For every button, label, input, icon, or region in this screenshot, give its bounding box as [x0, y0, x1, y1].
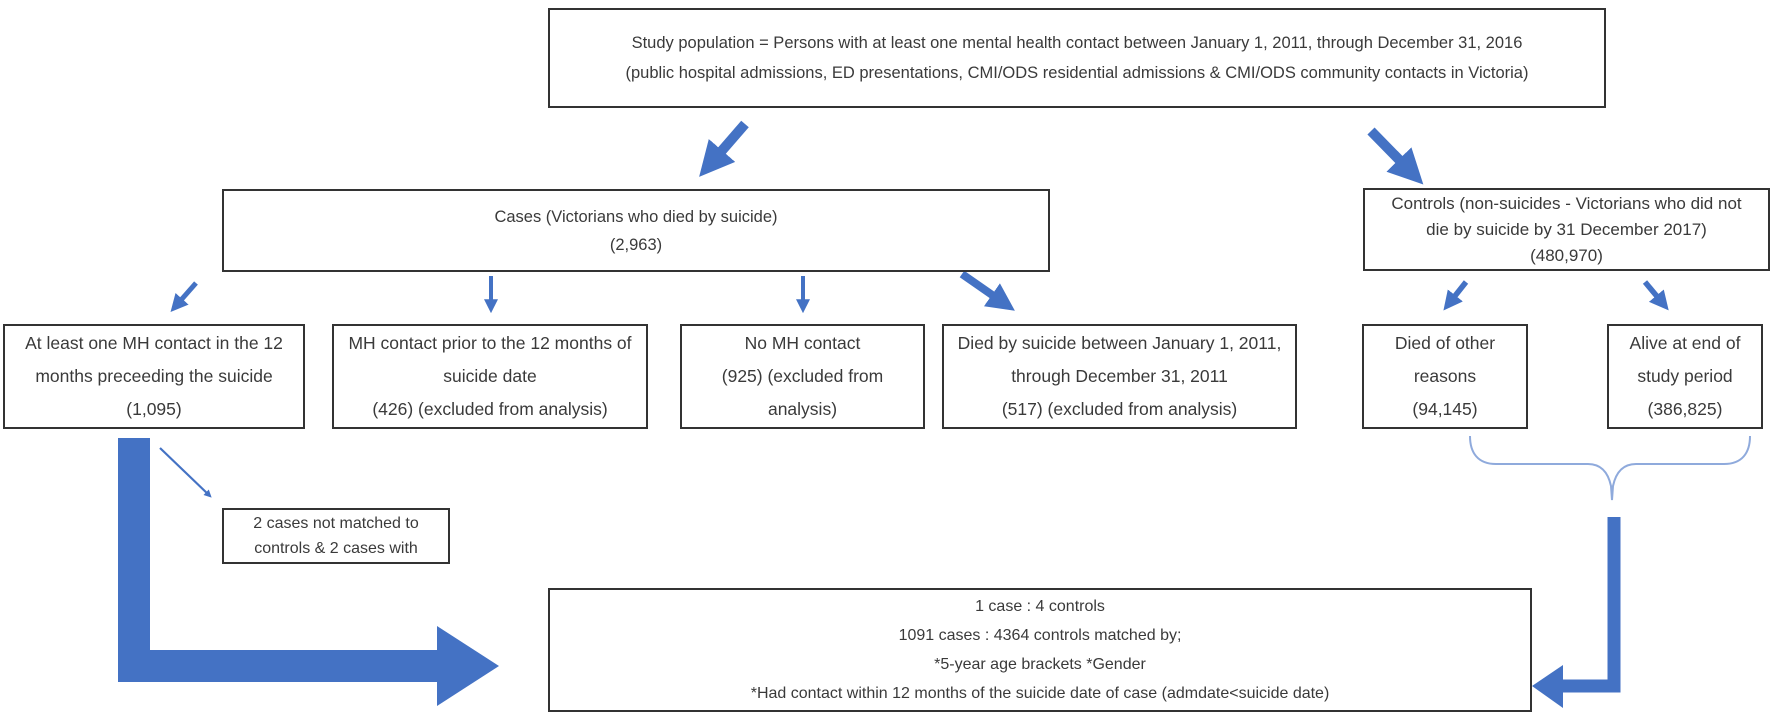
mh-contact-prior-box: [332, 324, 648, 429]
box-line: Died by suicide between January 1, 2011,: [957, 333, 1282, 353]
box-line: (1,095): [126, 399, 182, 419]
box-line: (2,963): [609, 235, 663, 254]
box-line: (94,145): [1412, 399, 1478, 419]
box-line: (public hospital admissions, ED presentations, CMI/ODS residential admissions & CMI/ODS community contacts in Victoria): [625, 64, 1529, 82]
box-line: (426) (excluded from analysis): [372, 399, 608, 419]
box-line: *Had contact within 12 months of the suicide date of case (admdate<suicide date): [750, 685, 1330, 702]
box-line: controls & 2 cases with: [254, 540, 418, 557]
arrow-cases-to-mh12: [174, 283, 196, 308]
box-line: Died of other: [1394, 333, 1496, 353]
unmatched-cases-box: [222, 508, 450, 564]
arrow-study-to-controls: [1371, 131, 1416, 177]
box-line: 1091 cases : 4364 controls matched by;: [898, 627, 1182, 644]
box-line: die by suicide by 31 December 2017): [1426, 219, 1707, 239]
box-line: No MH contact: [744, 333, 861, 353]
box-line: analysis): [767, 399, 838, 419]
arrow-mh12-to-unmatched: [160, 448, 210, 496]
box-line: Alive at end of: [1629, 333, 1741, 353]
died-by-suicide-2011-box: [942, 324, 1297, 429]
no-mh-contact-box: [680, 324, 925, 429]
arrow-controls-to-diedother: [1447, 282, 1466, 306]
box-line: study period: [1637, 366, 1733, 386]
box-line: (925) (excluded from: [721, 366, 884, 386]
arrow-study-to-cases: [706, 124, 745, 169]
arrow-controls-to-alive: [1645, 282, 1665, 306]
box-line: At least one MH contact in the 12: [25, 333, 283, 353]
box-line: reasons: [1413, 366, 1477, 386]
box-line: suicide date: [443, 366, 537, 386]
controls-box: [1363, 188, 1770, 271]
arrow-mh12-to-matching: [134, 438, 499, 706]
alive-end-of-study-box: [1607, 324, 1763, 429]
box-line: months preceeding the suicide: [35, 366, 273, 386]
box-line: 1 case : 4 controls: [975, 598, 1105, 615]
mh-contact-12mo-box: [3, 324, 305, 429]
box-line: (517) (excluded from analysis): [1001, 399, 1238, 419]
matching-criteria-box: [548, 588, 1532, 712]
box-line: Cases (Victorians who died by suicide): [494, 207, 778, 226]
died-other-reasons-box: [1362, 324, 1528, 429]
box-line: Study population = Persons with at least one mental health contact between January 1, 2011, through December 31, 2016: [631, 34, 1523, 52]
box-line: Controls (non-suicides - Victorians who did not: [1391, 193, 1742, 213]
brace-controls-split: [1470, 436, 1750, 500]
arrow-cases-to-died2011: [962, 274, 1008, 306]
study-population-box: [548, 8, 1606, 108]
cases-box: [222, 189, 1050, 272]
box-line: through December 31, 2011: [1011, 366, 1228, 386]
box-line: 2 cases not matched to: [253, 515, 419, 532]
box-line: MH contact prior to the 12 months of: [348, 333, 632, 353]
box-line: (386,825): [1647, 399, 1723, 419]
arrow-controls-to-matching: [1532, 517, 1614, 708]
box-line: *5-year age brackets *Gender: [934, 656, 1146, 673]
box-line: (480,970): [1530, 245, 1603, 265]
